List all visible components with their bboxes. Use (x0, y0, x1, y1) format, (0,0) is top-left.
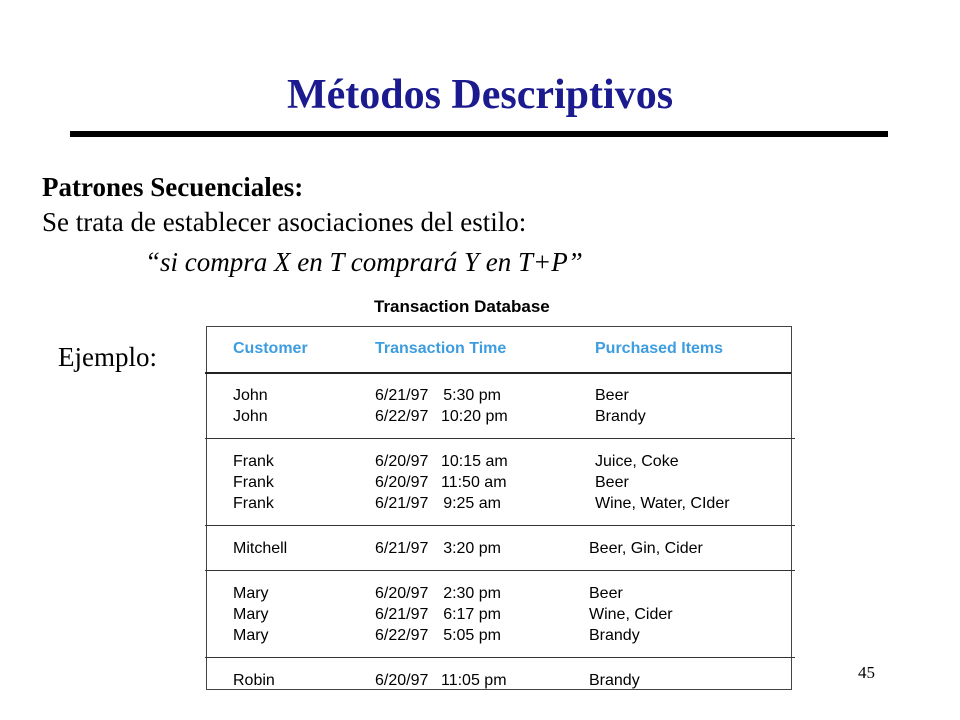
cell-date: 6/22/97 (375, 627, 429, 644)
cell-items: Wine, Water, CIder (595, 495, 730, 512)
cell-customer: Mary (233, 627, 269, 644)
column-header-customer: Customer (233, 340, 308, 357)
cell-items: Beer, Gin, Cider (589, 540, 703, 557)
cell-customer: John (233, 408, 268, 425)
cell-items: Beer (595, 387, 629, 404)
cell-items: Brandy (595, 408, 646, 425)
cell-time: 2:30 pm (443, 585, 501, 602)
cell-date: 6/20/97 (375, 585, 429, 602)
cell-items: Beer (589, 585, 623, 602)
cell-date: 6/20/97 (375, 474, 429, 491)
body-text: Se trata de establecer asociaciones del estilo: (42, 207, 527, 237)
example-label: Ejemplo: (58, 342, 157, 372)
cell-date: 6/20/97 (375, 672, 429, 689)
table-rule (205, 525, 795, 526)
cell-items: Beer (595, 474, 629, 491)
table-rule (205, 570, 795, 571)
cell-time: 5:05 pm (443, 627, 501, 644)
table-rule (205, 657, 795, 658)
cell-items: Juice, Coke (595, 453, 679, 470)
cell-time: 9:25 am (443, 495, 501, 512)
cell-customer: Mary (233, 606, 269, 623)
rule-quote: “si compra X en T comprará Y en T+P” (145, 247, 583, 277)
cell-customer: Mary (233, 585, 269, 602)
cell-items: Brandy (589, 672, 640, 689)
cell-time: 10:15 am (441, 453, 508, 470)
cell-date: 6/21/97 (375, 606, 429, 623)
cell-items: Brandy (589, 627, 640, 644)
cell-date: 6/20/97 (375, 453, 429, 470)
table-rule (205, 372, 791, 374)
cell-time: 3:20 pm (443, 540, 501, 557)
cell-items: Wine, Cider (589, 606, 673, 623)
cell-customer: Frank (233, 474, 274, 491)
column-header-purchased-items: Purchased Items (595, 340, 724, 357)
cell-date: 6/21/97 (375, 387, 429, 404)
cell-customer: Robin (233, 672, 275, 689)
table-caption: Transaction Database (374, 297, 550, 316)
table-rule (205, 438, 795, 439)
title-divider (70, 131, 888, 137)
cell-time: 11:05 pm (441, 672, 507, 689)
transaction-table (206, 326, 792, 690)
cell-time: 11:50 am (441, 474, 507, 491)
cell-date: 6/21/97 (375, 495, 429, 512)
page-number: 45 (858, 663, 875, 682)
cell-time: 10:20 pm (441, 408, 508, 425)
cell-customer: John (233, 387, 268, 404)
column-header-transaction-time: Transaction Time (375, 340, 507, 357)
section-heading: Patrones Secuenciales: (42, 172, 304, 202)
cell-customer: Frank (233, 453, 274, 470)
slide-title: Métodos Descriptivos (286, 72, 674, 118)
cell-date: 6/22/97 (375, 408, 429, 425)
cell-customer: Mitchell (233, 540, 288, 557)
cell-date: 6/21/97 (375, 540, 429, 557)
cell-customer: Frank (233, 495, 274, 512)
cell-time: 5:30 pm (443, 387, 501, 404)
cell-time: 6:17 pm (443, 606, 501, 623)
